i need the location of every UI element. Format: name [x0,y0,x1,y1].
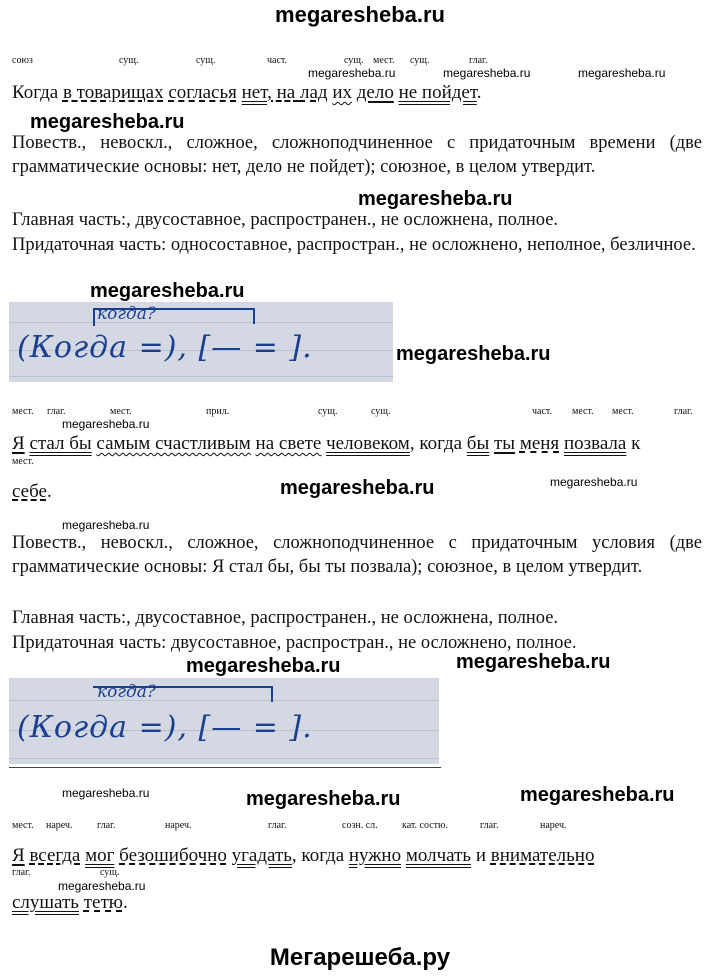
word-circumstance: безошибочно [119,845,227,866]
pos-label: мест. [572,406,594,417]
scheme-image-2 [9,678,439,764]
sub-clause-1: Придаточная часть: односоставное, распростран., не осложнено, неполное, безличное. [12,235,696,255]
word-circumstance: всегда [29,845,81,866]
pos-label: глаг. [12,867,31,878]
pos-label: сущ. [119,55,139,66]
word-subject: ты [493,433,516,454]
pos-label: глаг. [674,406,693,417]
word-predicate: слушать [12,892,79,913]
word-subject: Я [12,845,25,866]
pos-label: союз [12,55,33,66]
watermark: megaresheba.ru [62,518,150,532]
pos-label: кат. состю. [402,820,448,831]
word-predicate: мог [85,845,115,866]
word-predicate: нет [241,82,268,103]
scheme-formula: (Когда =), [— = ]. [17,330,313,365]
pos-label: мест. [612,406,634,417]
word-circumstance: внимательно [490,845,595,866]
question-label: когда? [97,304,157,324]
pos-label: мест. [373,55,395,66]
watermark: megaresheba.ru [456,651,611,673]
watermark: megaresheba.ru [443,66,531,80]
pos-label: нареч. [165,820,192,831]
main-clause-2: Главная часть:, двусоставное, распространен., не осложнена, полное. [12,608,559,628]
watermark: megaresheba.ru [550,475,638,489]
word-circumstance: в товарищах [62,82,164,103]
pos-label: мест. [12,406,34,417]
word-object: себе [12,481,47,502]
word-subject: дело [356,82,394,103]
sub-clause-2: Придаточная часть: двусоставное, распростран., не осложнено, полное. [12,633,577,653]
analysis-2: Повеств., невоскл., сложное, сложноподчиненное с придаточным условия (две грамматические основы: Я стал бы, бы ты позвала); союзное, в целом утвердит. [12,533,702,577]
watermark: megaresheba.ru [62,417,150,431]
watermark: megaresheba.ru [280,477,435,499]
word-predicate: не пойдет [398,82,477,103]
word-object: согласья [168,82,237,103]
sentence-3: Я всегда мог безошибочно угадать, когда нужно молчать и внимательно [12,845,595,866]
watermark: megaresheba.ru [90,280,245,302]
pos-label: сущ. [318,406,338,417]
pos-label: глаг. [480,820,499,831]
word-circumstance: , на [267,82,300,103]
analysis-1: Повеств., невоскл., сложное, сложноподчиненное с придаточным времени (две грамматические основы: нет, дело не пойдет); союзное, в целом утвердит. [12,133,702,177]
word-predicate: угадать [231,845,292,866]
pos-label: нареч. [540,820,567,831]
watermark: megaresheba.ru [358,188,513,210]
pos-label: сущ. [344,55,364,66]
pos-label: глаг. [268,820,287,831]
pos-label: мест. [12,820,34,831]
pos-label: мест. [12,456,34,467]
site-footer: Мегарешеба.ру [269,944,451,971]
sentence-2: Я стал бы самым счастливым на свете человеком, когда бы ты меня позвала к [12,433,641,454]
pos-label: част. [532,406,553,417]
word-attribute: на свете [255,433,322,454]
scheme-image-1 [9,302,393,382]
main-clause-1: Главная часть:, двусоставное, распространен., не осложнена, полное. [12,210,559,230]
watermark: megaresheba.ru [246,788,401,810]
pos-label: глаг. [97,820,116,831]
word-predicate: позвала [563,433,627,454]
word-predicate: человеком [326,433,410,454]
word-predicate: молчать [405,845,472,866]
pos-label: сущ. [410,55,430,66]
watermark: megaresheba.ru [186,655,341,677]
sentence-2-cont: себе. [12,481,52,502]
watermark: megaresheba.ru [30,111,185,133]
pos-label: сущ. [100,867,120,878]
watermark: megaresheba.ru [520,784,675,806]
word-predicate: бы [466,433,490,454]
pos-label: мест. [110,406,132,417]
site-header: megaresheba.ru [275,2,445,27]
sentence-1: Когда в товарищах согласья нет, на лад их дело не пойдет. [12,82,482,103]
watermark: megaresheba.ru [58,879,146,893]
word-subject: Я [12,433,25,454]
word-object: тетю [83,892,123,913]
divider [9,767,441,768]
watermark: megaresheba.ru [308,66,396,80]
scheme-formula: (Когда =), [— = ]. [17,710,313,745]
word-attribute: их [332,82,352,103]
word-predicate: стал бы [29,433,92,454]
pos-label: нареч. [46,820,73,831]
pos-label: прил. [206,406,230,417]
word-circumstance: лад [299,82,328,103]
pos-label: част. [267,55,288,66]
pos-label: сущ. [371,406,391,417]
pos-label: глаг. [47,406,66,417]
question-label: когда? [97,682,157,702]
watermark: megaresheba.ru [578,66,666,80]
watermark: megaresheba.ru [62,786,150,800]
pos-label: созн. сл. [342,820,378,831]
word-object: меня [519,433,560,454]
word-predicate: нужно [348,845,402,866]
word-attribute: самым счастливым [96,433,251,454]
watermark: megaresheba.ru [396,343,551,365]
pos-label: глаг. [469,55,488,66]
pos-label: сущ. [196,55,216,66]
sentence-3-cont: слушать тетю. [12,892,128,913]
word: Когда [12,82,63,103]
